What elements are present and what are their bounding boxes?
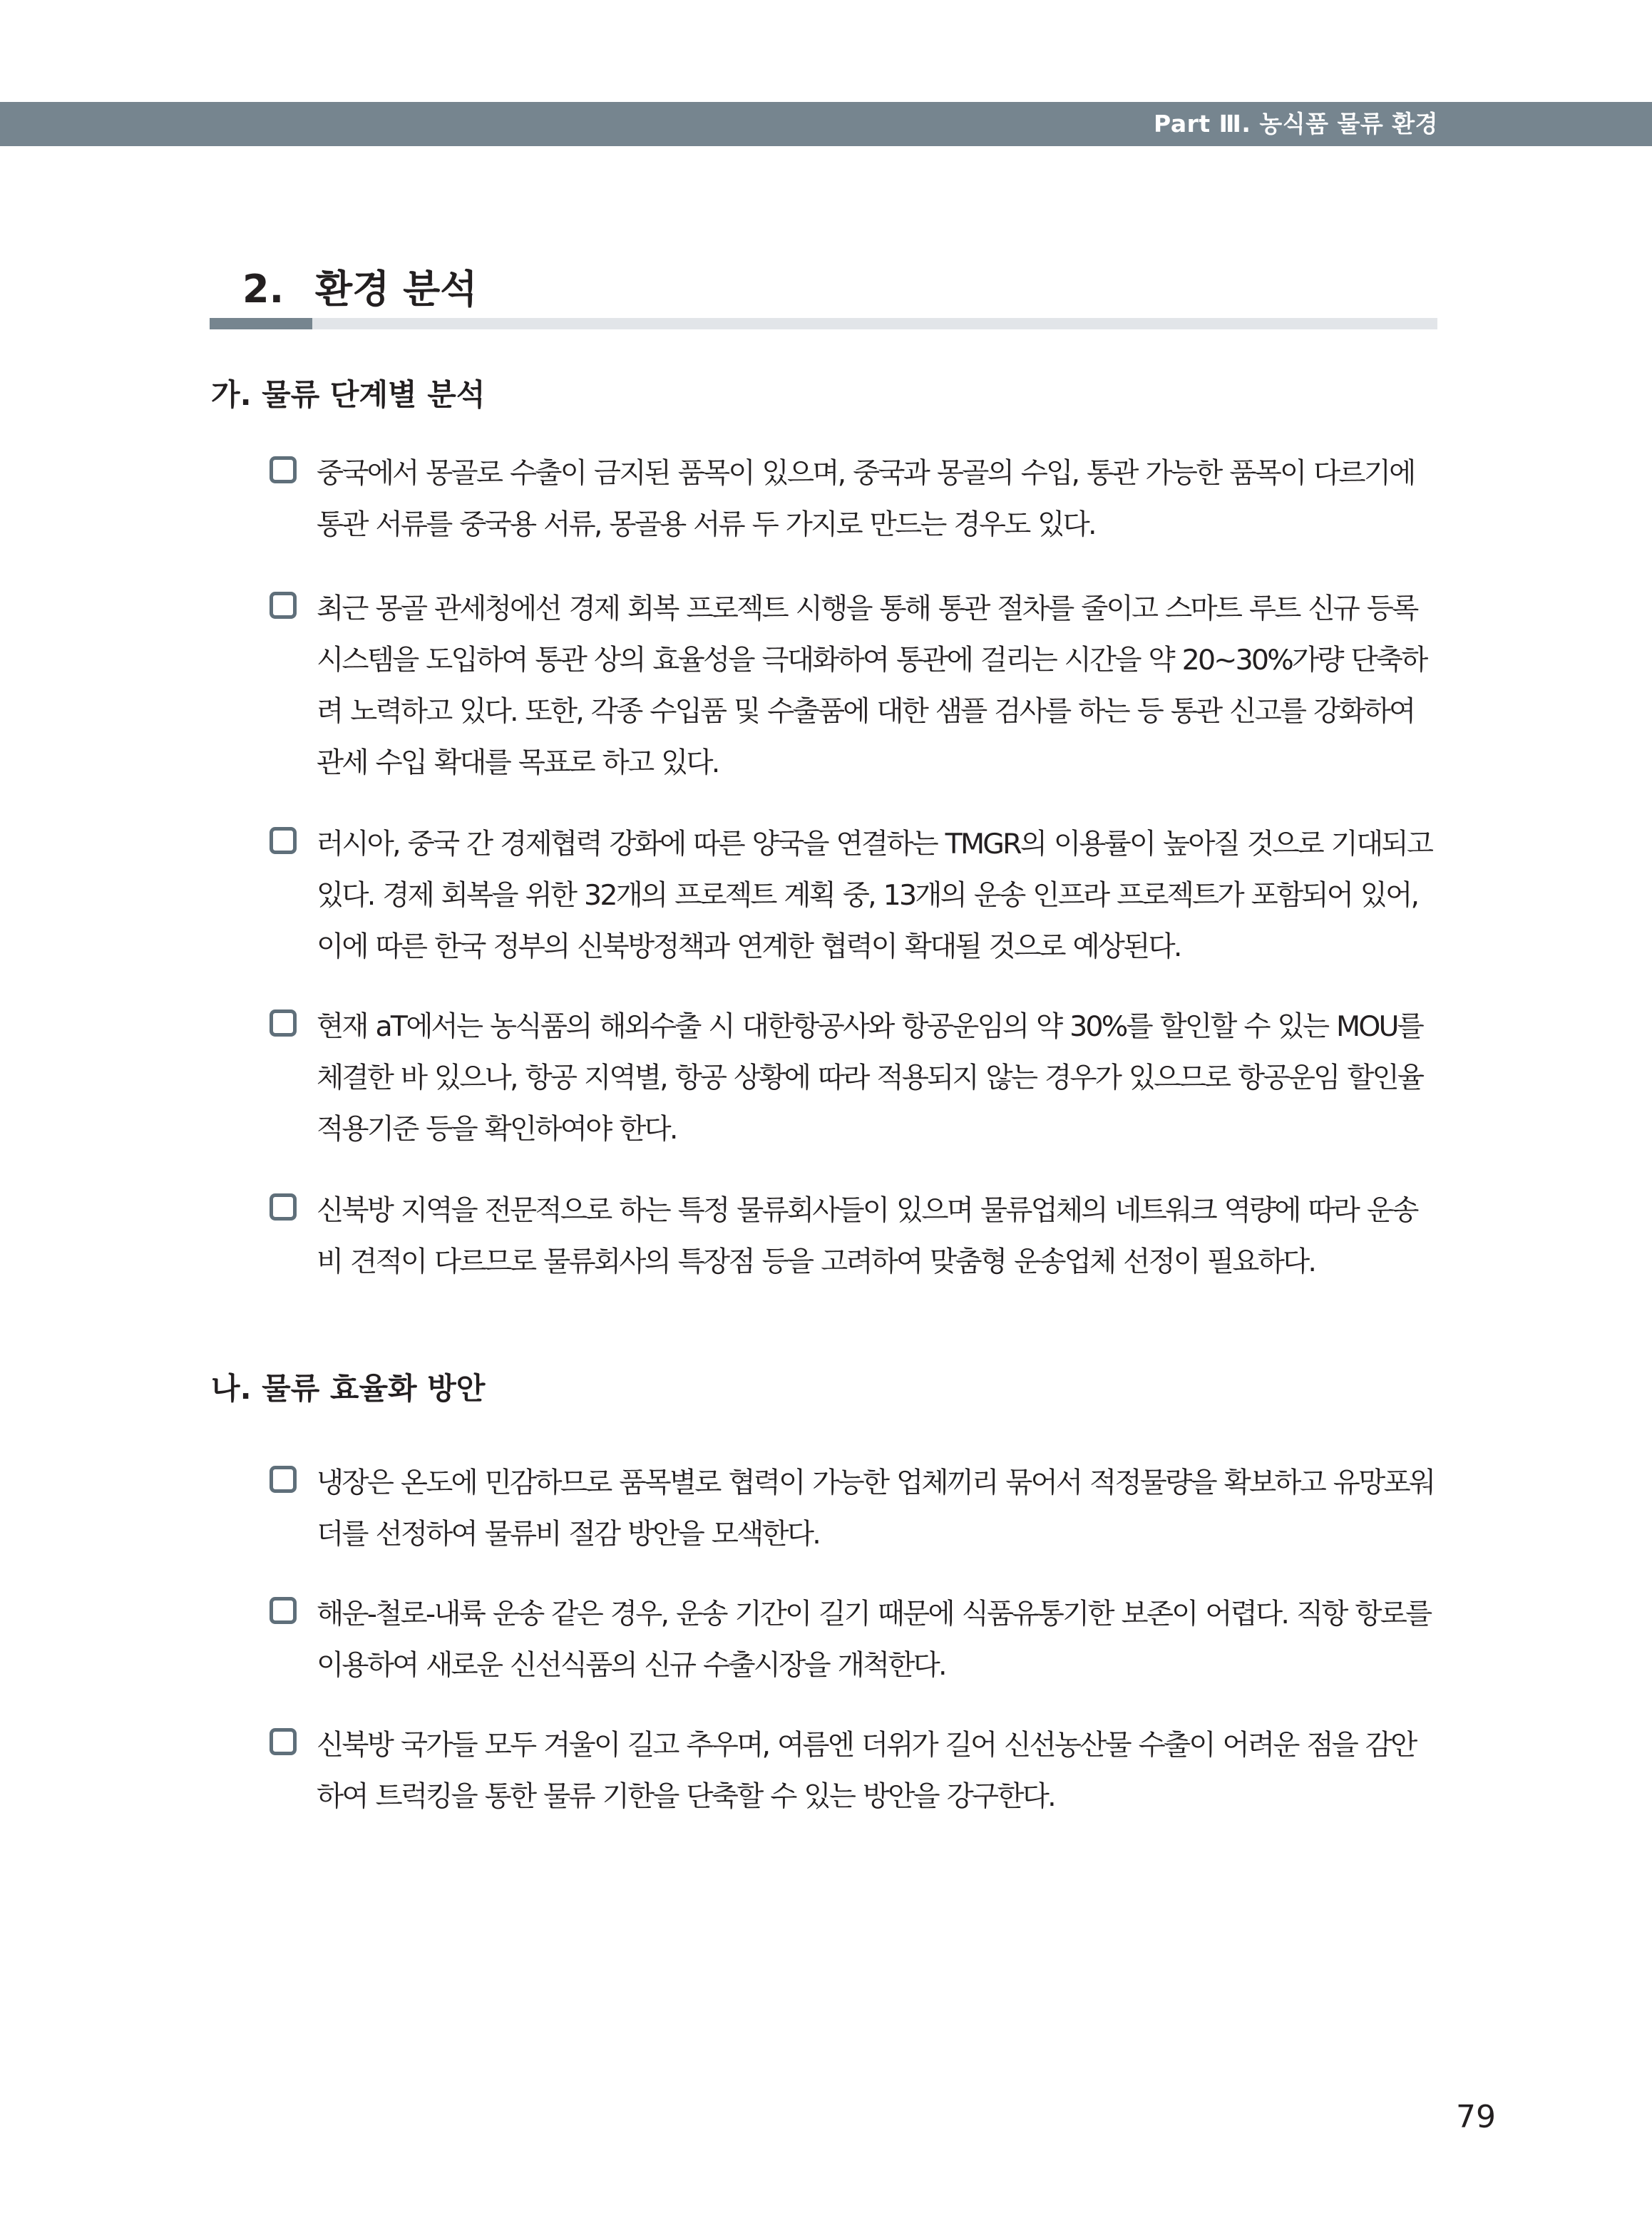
checkbox-square-icon [270, 827, 297, 854]
checkbox-square-icon [270, 1193, 297, 1221]
subsection-heading-logistics-efficiency: 나. 물류 효율화 방안 [211, 1371, 486, 1406]
list-item-text: 신북방 국가들 모두 겨울이 길고 추우며, 여름엔 더위가 길어 신선농산물 수출이 어려운 점을 감안하여 트럭킹을 통한 물류 기한을 단축할 수 있는 방안을 강구한다. [317, 1729, 1416, 1813]
list-item-text: 냉장은 온도에 민감하므로 품목별로 협력이 가능한 업체끼리 묶어서 적정물량을 확보하고 유망포워더를 선정하여 물류비 절감 방안을 모색한다. [317, 1466, 1435, 1551]
list-item [270, 818, 1439, 972]
page-number: 79 [1456, 2099, 1496, 2135]
section-title-text: 환경 분석 [315, 267, 478, 312]
list-item-text: 현재 aT에서는 농식품의 해외수출 시 대한항공사와 항공운임의 약 30%를 할인할 수 있는 MOU를 체결한 바 있으나, 항공 지역별, 항공 상황에 따라 적용되지 않는 경우가 있으므로 항공운임 할인율 적용기준 등을 확인하여야 한다. [317, 1010, 1423, 1146]
title-underline [210, 318, 1437, 329]
list-item-text: 신북방 지역을 전문적으로 하는 특정 물류회사들이 있으며 물류업체의 네트워크 역량에 따라 운송비 견적이 다르므로 물류회사의 특장점 등을 고려하여 맞춤형 운송업체 선정이 필요하다. [317, 1194, 1417, 1278]
list-item [270, 1457, 1439, 1560]
list-item [270, 1185, 1439, 1288]
checkbox-square-icon [270, 1466, 297, 1493]
header-band [0, 102, 1652, 146]
list-item [270, 583, 1439, 788]
list-item-text: 러시아, 중국 간 경제협력 강화에 따른 양국을 연결하는 TMGR의 이용률이 높아질 것으로 기대되고 있다. 경제 회복을 위한 32개의 프로젝트 계획 중, 13개의 운송 인프라 프로젝트가 포함되어 있어, 이에 따른 한국 정부의 신북방정책과 연계한 협력이 확대될 것으로 예상된다. [317, 828, 1432, 963]
list-item-text: 중국에서 몽골로 수출이 금지된 품목이 있으며, 중국과 몽골의 수입, 통관 가능한 품목이 다르기에 통관 서류를 중국용 서류, 몽골용 서류 두 가지로 만드는 경우도 있다. [317, 457, 1415, 541]
list-item [270, 448, 1439, 550]
list-item [270, 1588, 1439, 1691]
checkbox-square-icon [270, 592, 297, 619]
list-item-text: 최근 몽골 관세청에선 경제 회복 프로젝트 시행을 통해 통관 절차를 줄이고 스마트 루트 신규 등록 시스템을 도입하여 통관 상의 효율성을 극대화하여 통관에 걸리는 시간을 약 20~30%가량 단축하려 노력하고 있다. 또한, 각종 수입품 및 수출품에 대한 샘플 검사를 하는 등 통관 신고를 강화하여 관세 수입 확대를 목표로 하고 있다. [317, 592, 1427, 779]
part-label: Part Ⅲ. 농식품 물류 환경 [1154, 110, 1438, 138]
checkbox-square-icon [270, 1728, 297, 1755]
section-number: 2. [242, 267, 284, 312]
checkbox-square-icon [270, 1009, 297, 1037]
list-item [270, 1720, 1439, 1822]
subsection-heading-logistics-stage: 가. 물류 단계별 분석 [211, 377, 486, 412]
list-item-text: 해운-철로-내륙 운송 같은 경우, 운송 기간이 길기 때문에 식품유통기한 보존이 어렵다. 직항 항로를 이용하여 새로운 신선식품의 신규 수출시장을 개척한다. [317, 1598, 1431, 1682]
title-underline-accent [210, 318, 312, 329]
checkbox-square-icon [270, 1597, 297, 1624]
section-title [242, 261, 477, 318]
list-item [270, 1001, 1439, 1155]
checkbox-square-icon [270, 456, 297, 483]
